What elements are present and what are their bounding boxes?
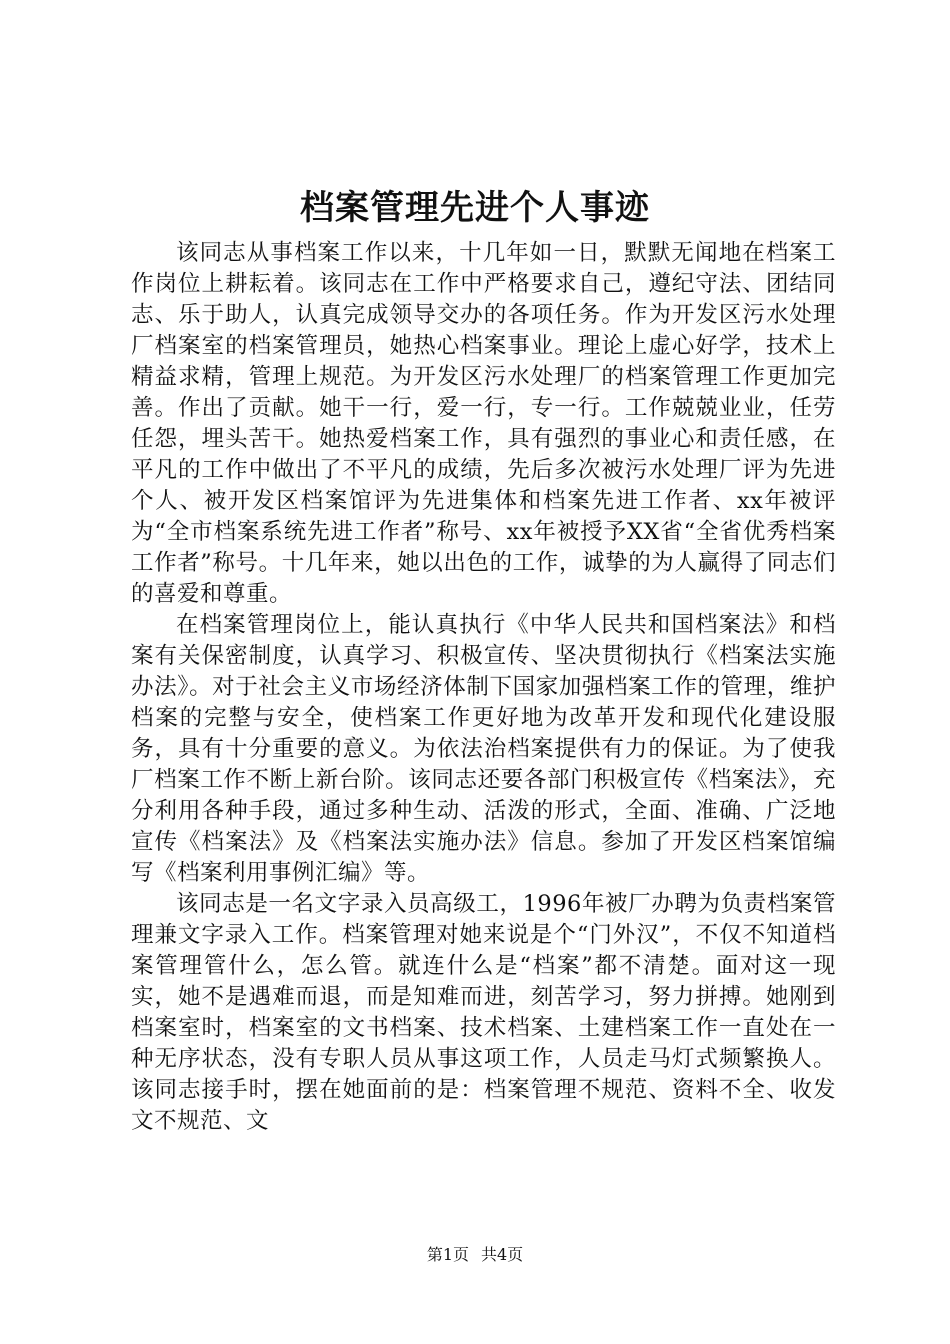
document-body bbox=[131, 238, 836, 1137]
paragraph-3: 该同志是一名文字录入员高级工，1996年被厂办聘为负责档案管理兼文字录入工作。档案管理对她来说是个“门外汉”，不仅不知道档案管理管什么，怎么管。就连什么是“档案”都不清楚。面对这一现实，她不是遇难而退，而是知难而进，刻苦学习，努力拼搏。她刚到档案室时，档案室的文书档案、技术档案、土建档案工作一直处在一种无序状态，没有专职人员从事这项工作，人员走马灯式频繁换人。该同志接手时，摆在她面前的是：档案管理不规范、资料不全、收发文不规范、文 bbox=[131, 891, 836, 1134]
paragraph-1: 该同志从事档案工作以来，十几年如一日，默默无闻地在档案工作岗位上耕耘着。该同志在工作中严格要求自己，遵纪守法、团结同志、乐于助人，认真完成领导交办的各项任务。作为开发区污水处理厂档案室的档案管理员，她热心档案事业。理论上虚心好学，技术上精益求精，管理上规范。为开发区污水处理厂的档案管理工作更加完善。作出了贡献。她干一行，爱一行，专一行。工作兢兢业业，任劳任怨，埋头苦干。她热爱档案工作，具有强烈的事业心和责任感，在平凡的工作中做出了不平凡的成绩，先后多次被污水处理厂评为先进个人、被开发区档案馆评为先进集体和档案先进工作者、xx年被评为“全市档案系统先进工作者”称号、xx年被授予XX省“全省优秀档案工作者”称号。十几年来，她以出色的工作，诚挚的为人赢得了同志们的喜爱和尊重。 bbox=[131, 240, 836, 607]
document-title: 档案管理先进个人事迹 bbox=[300, 188, 650, 228]
paragraph-2: 在档案管理岗位上，能认真执行《中华人民共和国档案法》和档案有关保密制度，认真学习、积极宣传、坚决贯彻执行《档案法实施办法》。对于社会主义市场经济体制下国家加强档案工作的管理，维护档案的完整与安全，使档案工作更好地为改革开发和现代化建设服务，具有十分重要的意义。为依法治档案提供有力的保证。为了使我厂档案工作不断上新台阶。该同志还要各部门积极宣传《档案法》，充分利用各种手段，通过多种生动、活泼的形式，全面、准确、广泛地宣传《档案法》及《档案法实施办法》信息。参加了开发区档案馆编写《档案利用事例汇编》等。 bbox=[131, 612, 836, 886]
page-number: 第1页 bbox=[426, 1245, 469, 1264]
page-footer bbox=[0, 1243, 950, 1267]
page-total: 共4页 bbox=[481, 1245, 524, 1264]
